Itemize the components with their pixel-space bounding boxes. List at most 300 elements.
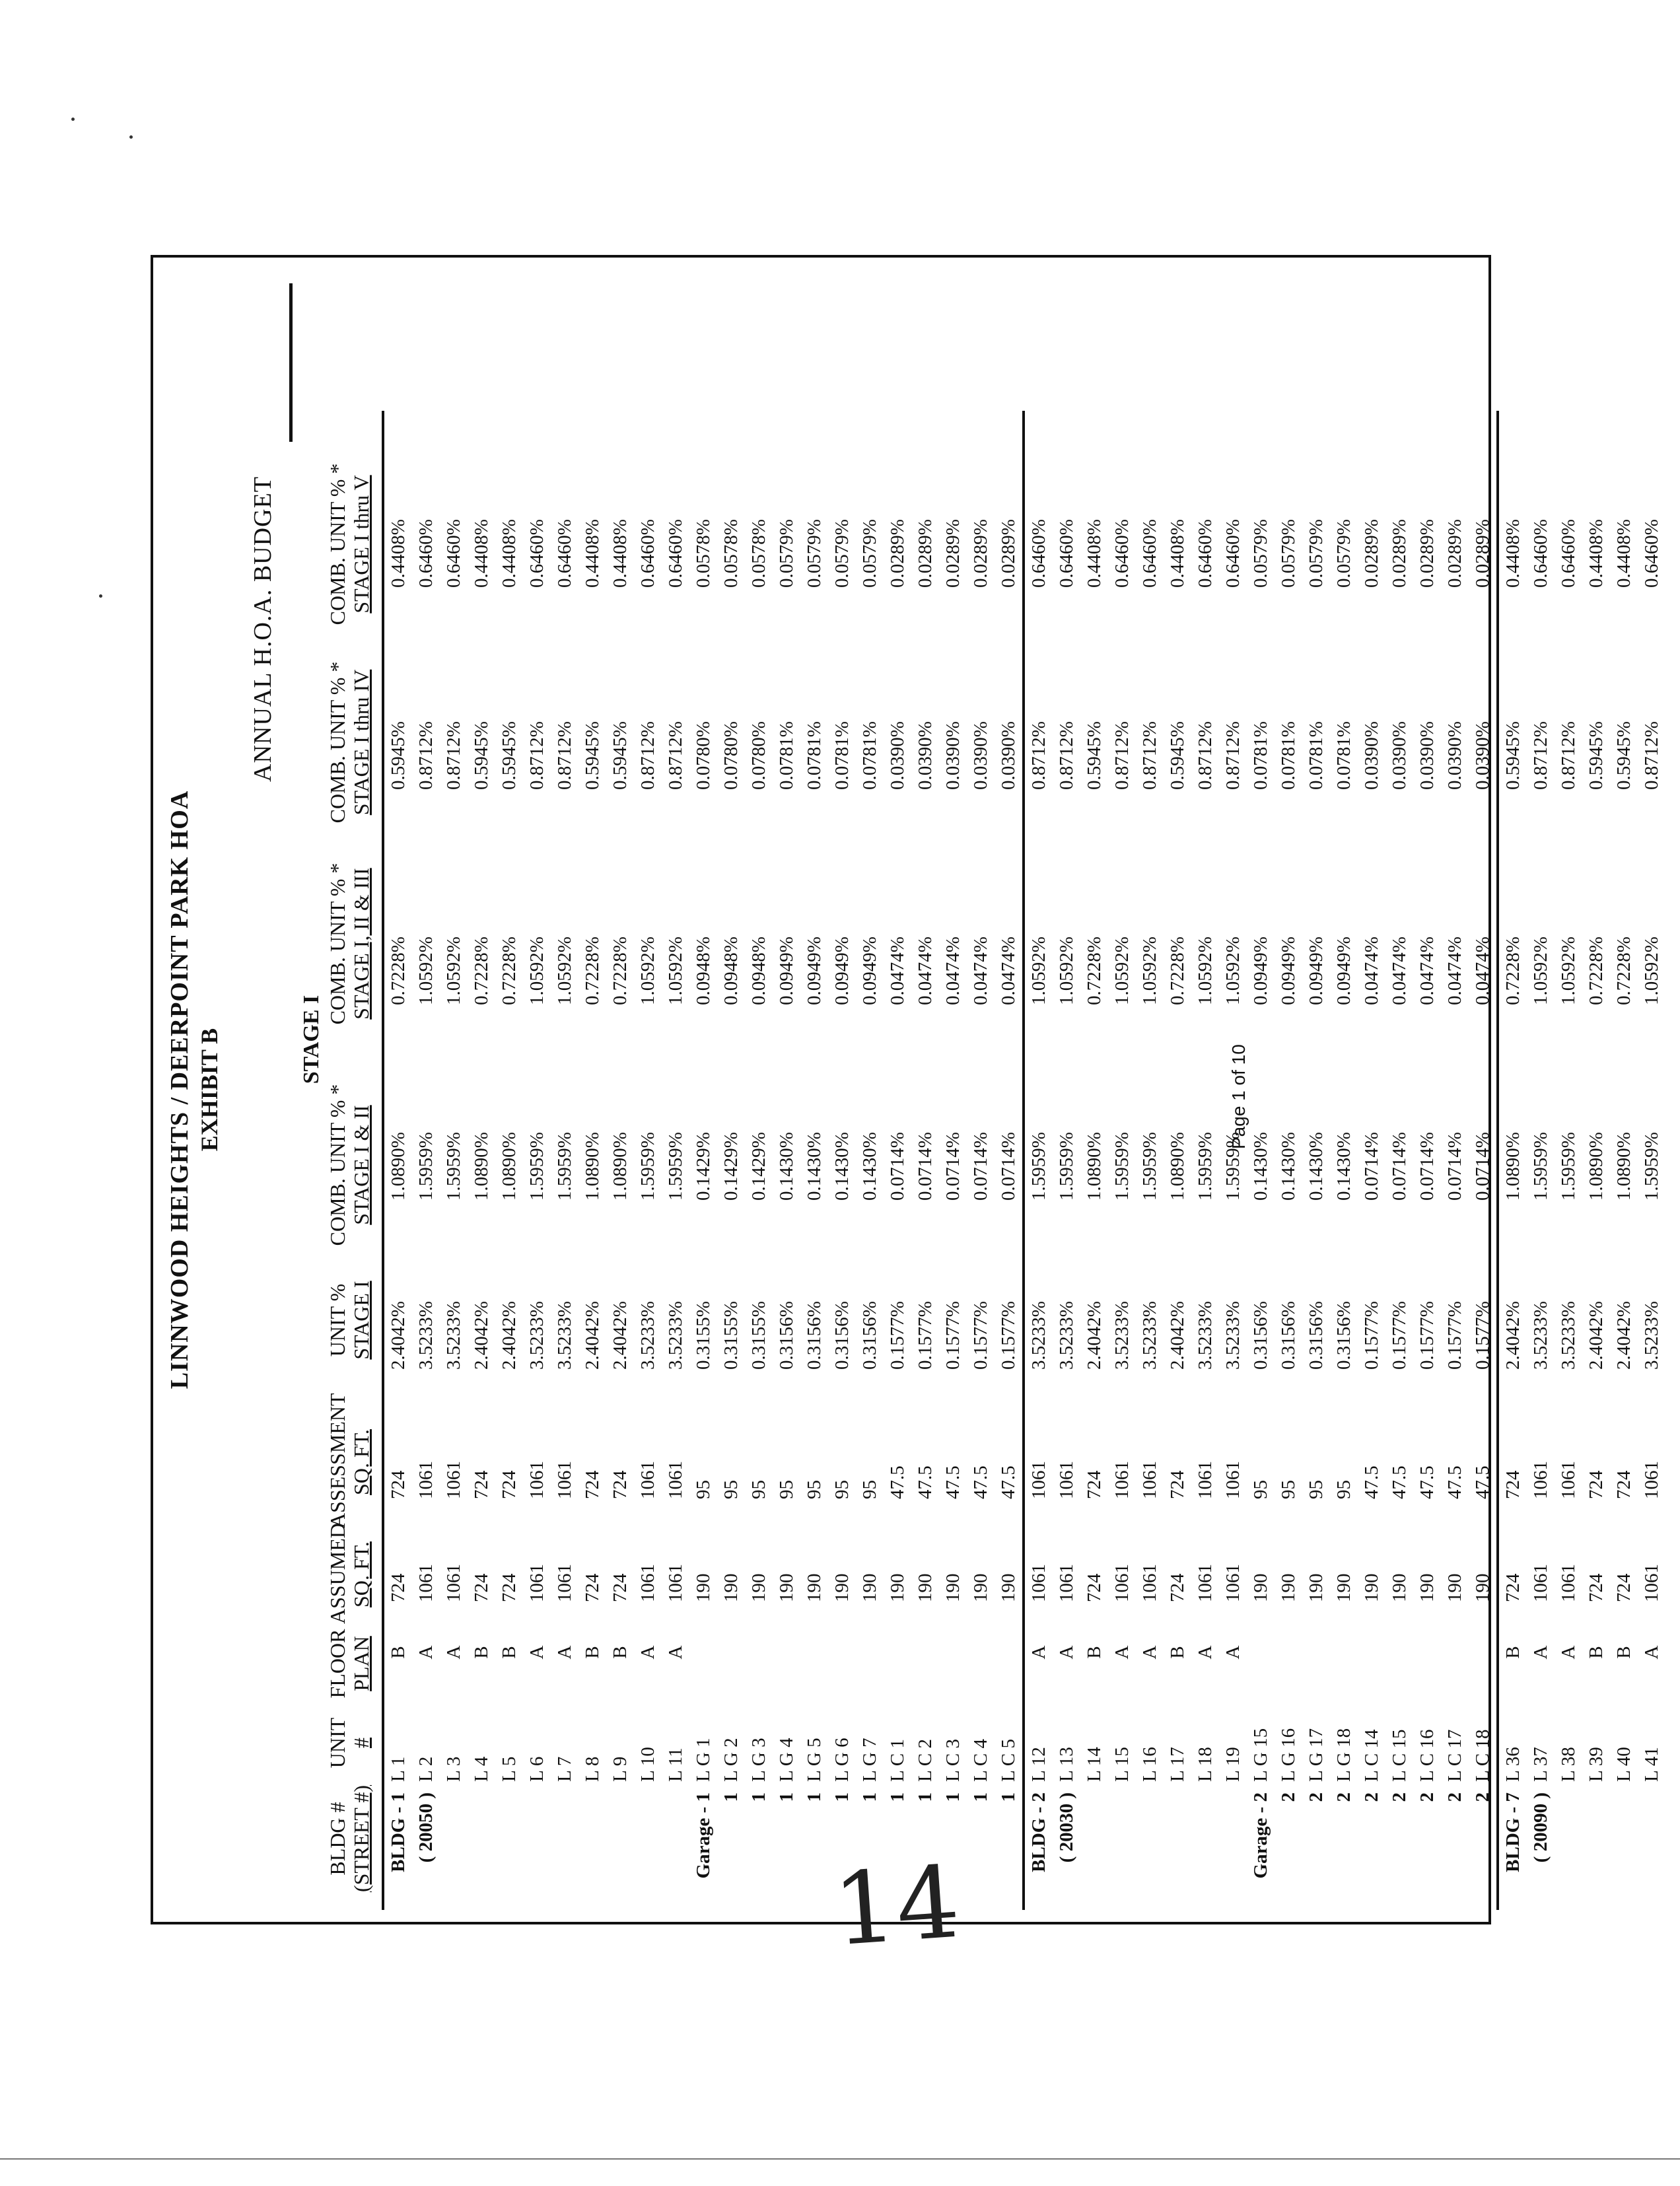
table-cell: 0.0390% bbox=[1360, 721, 1382, 790]
table-cell: 0.0714% bbox=[1444, 1132, 1465, 1201]
table-cell: 0.8712% bbox=[664, 721, 686, 790]
table-row bbox=[1080, 411, 1108, 1910]
table-cell: 724 bbox=[1498, 1504, 1527, 1607]
table-row bbox=[995, 411, 1024, 1910]
table-cell: Garage - 2 bbox=[1249, 1792, 1271, 1879]
table-cell: 0.3156% bbox=[1333, 1301, 1354, 1370]
table-cell: 0.0714% bbox=[1471, 1132, 1493, 1201]
table-cell bbox=[745, 1607, 773, 1697]
table-row bbox=[1302, 411, 1330, 1910]
table-row bbox=[523, 411, 551, 1910]
table-cell: 95 bbox=[748, 1480, 769, 1499]
table-cell: 0.0474% bbox=[969, 936, 991, 1005]
table-cell: 190 bbox=[914, 1573, 936, 1602]
table-cell: 47.5 bbox=[1388, 1465, 1410, 1499]
table-cell: L C 17 bbox=[1444, 1729, 1465, 1782]
table-cell: 1061 bbox=[1111, 1564, 1133, 1602]
table-cell: L 36 bbox=[1498, 1697, 1527, 1787]
table-cell: 0.1577% bbox=[969, 1301, 991, 1370]
table-cell: 47.5 bbox=[1416, 1465, 1438, 1499]
table-cell: 0.8712% bbox=[526, 721, 547, 790]
table-cell: 0.0390% bbox=[969, 721, 991, 790]
table-cell: L 40 bbox=[1613, 1747, 1634, 1782]
table-cell: ( 20050 ) bbox=[415, 1792, 437, 1863]
table-cell: 0.5945% bbox=[1498, 593, 1527, 795]
table-cell: 0.8712% bbox=[637, 721, 658, 790]
column-header-line: FLOOR bbox=[326, 1629, 349, 1699]
column-header bbox=[326, 835, 373, 1053]
table-row bbox=[967, 411, 995, 1910]
table-cell: 0.0579% bbox=[858, 519, 880, 588]
table-cell: 1061 bbox=[415, 1564, 437, 1602]
table-cell bbox=[1582, 1787, 1610, 1910]
table-row bbox=[551, 411, 578, 1910]
table-cell: 0.5945% bbox=[1585, 721, 1607, 790]
table-cell: 1061 bbox=[664, 1461, 686, 1499]
table-cell: 2.4042% bbox=[1613, 1301, 1634, 1370]
table-cell: 0.0390% bbox=[1388, 721, 1410, 790]
table-cell bbox=[967, 1607, 995, 1697]
table-cell: 0.0949% bbox=[858, 936, 880, 1005]
table-cell bbox=[606, 1787, 634, 1910]
table-cell: 0.8712% bbox=[415, 721, 437, 790]
table-cell: 2.4042% bbox=[1498, 1206, 1527, 1375]
table-cell: 0.1430% bbox=[775, 1132, 797, 1201]
table-cell: 0.7228% bbox=[1585, 936, 1607, 1005]
table-cell bbox=[1441, 1607, 1469, 1697]
table-row bbox=[606, 411, 634, 1910]
table-row bbox=[828, 411, 856, 1910]
table-cell: L G 5 bbox=[803, 1738, 825, 1782]
table-cell: 724 bbox=[1613, 1470, 1634, 1499]
table-cell: 0.0579% bbox=[1277, 519, 1299, 588]
table-cell: 2.4042% bbox=[1083, 1301, 1105, 1370]
table-cell: B bbox=[1166, 1646, 1188, 1659]
table-cell: 0.4408% bbox=[498, 519, 520, 588]
table-cell: 0.1577% bbox=[997, 1301, 1019, 1370]
table-cell: 0.0579% bbox=[1333, 519, 1354, 588]
table-cell: 1.5959% bbox=[1138, 1132, 1160, 1201]
table-cell: 95 bbox=[858, 1480, 880, 1499]
scan-speck bbox=[71, 118, 75, 121]
table-cell: 0.0474% bbox=[1388, 936, 1410, 1005]
table-row bbox=[1555, 411, 1582, 1910]
table-cell: L 7 bbox=[553, 1756, 575, 1782]
table-cell: 724 bbox=[609, 1470, 631, 1499]
table-cell: 0.1577% bbox=[1471, 1301, 1493, 1370]
table-cell: 0.0781% bbox=[831, 721, 853, 790]
table-row bbox=[1358, 411, 1385, 1910]
table-cell: 0.6460% bbox=[1055, 519, 1077, 588]
table-cell: 0.1429% bbox=[720, 1132, 742, 1201]
column-header-line: SQ. FT. bbox=[349, 1429, 373, 1495]
table-cell: 0.8712% bbox=[553, 721, 575, 790]
table-cell: L C 15 bbox=[1388, 1729, 1410, 1782]
table-cell: 0.8712% bbox=[442, 721, 464, 790]
table-cell: 47.5 bbox=[1360, 1465, 1382, 1499]
table-cell bbox=[1413, 1607, 1441, 1697]
table-cell bbox=[1080, 1787, 1108, 1910]
table-cell: 724 bbox=[609, 1573, 631, 1602]
table-cell: 0.0714% bbox=[997, 1132, 1019, 1201]
table-cell: 1061 bbox=[1138, 1564, 1160, 1602]
table-cell: 190 bbox=[1471, 1573, 1493, 1602]
table-cell: 190 bbox=[692, 1573, 714, 1602]
table-cell: 0.1577% bbox=[1444, 1301, 1465, 1370]
table-row bbox=[1191, 411, 1219, 1910]
table-cell: 0.0781% bbox=[775, 721, 797, 790]
table-cell: 0.1577% bbox=[914, 1301, 936, 1370]
table-cell: 0.0390% bbox=[1416, 721, 1438, 790]
table-cell: 0.0780% bbox=[748, 721, 769, 790]
table-row bbox=[1441, 411, 1469, 1910]
table-cell: 724 bbox=[498, 1470, 520, 1499]
table-cell: 0.0578% bbox=[720, 519, 742, 588]
table-cell: A bbox=[1557, 1645, 1579, 1660]
table-cell: L C 4 bbox=[969, 1739, 991, 1782]
table-cell: 190 bbox=[748, 1573, 769, 1602]
table-cell: 0.0781% bbox=[858, 721, 880, 790]
table-cell: L C 3 bbox=[942, 1739, 963, 1782]
table-cell: 0.5945% bbox=[581, 721, 603, 790]
table-cell: 0.0948% bbox=[692, 936, 714, 1005]
table-cell: 2.4042% bbox=[383, 1206, 412, 1375]
table-cell: 1061 bbox=[637, 1564, 658, 1602]
table-cell: A bbox=[442, 1645, 464, 1660]
table-cell: 1.0890% bbox=[1498, 1010, 1527, 1206]
table-cell: 95 bbox=[831, 1480, 853, 1499]
table-cell: 0.8712% bbox=[1055, 721, 1077, 790]
table-cell: 0.0714% bbox=[942, 1132, 963, 1201]
column-header-line: COMB. UNIT % * bbox=[326, 661, 349, 824]
table-cell: 0.6460% bbox=[1640, 519, 1662, 588]
table-cell: 1 bbox=[831, 1792, 853, 1802]
table-cell: 0.0289% bbox=[1444, 519, 1465, 588]
table-cell bbox=[689, 1607, 717, 1697]
table-cell: 0.1430% bbox=[831, 1132, 853, 1201]
table-cell: 95 bbox=[1305, 1480, 1327, 1499]
table-cell: 1061 bbox=[1194, 1564, 1216, 1602]
table-cell: 1 bbox=[720, 1792, 742, 1802]
table-row bbox=[1330, 411, 1358, 1910]
table-cell: 0.0474% bbox=[1471, 936, 1493, 1005]
table-cell: L 11 bbox=[664, 1747, 686, 1782]
table-cell: 0.1577% bbox=[1360, 1301, 1382, 1370]
table-cell: 1.5959% bbox=[1111, 1132, 1133, 1201]
table-cell bbox=[1164, 1787, 1191, 1910]
table-cell: 1.0592% bbox=[415, 936, 437, 1005]
table-cell: L 4 bbox=[470, 1756, 492, 1782]
table-cell: 724 bbox=[581, 1573, 603, 1602]
table-cell: L 37 bbox=[1529, 1747, 1551, 1782]
table-cell: 1061 bbox=[553, 1564, 575, 1602]
table-row bbox=[634, 411, 662, 1910]
table-cell bbox=[1610, 1787, 1638, 1910]
table-cell: A bbox=[415, 1645, 437, 1660]
table-cell: 0.0579% bbox=[831, 519, 853, 588]
table-cell: L C 1 bbox=[886, 1739, 908, 1782]
table-cell bbox=[1191, 1787, 1219, 1910]
table-cell bbox=[1385, 1607, 1413, 1697]
table-cell bbox=[884, 1607, 911, 1697]
table-cell: 0.0390% bbox=[914, 721, 936, 790]
table-cell: 724 bbox=[383, 1504, 412, 1607]
column-header bbox=[326, 1066, 373, 1264]
table-row bbox=[1527, 411, 1555, 1910]
table-cell: 1 bbox=[886, 1792, 908, 1802]
table-cell: 0.1577% bbox=[886, 1301, 908, 1370]
table-cell: 0.8712% bbox=[1024, 593, 1053, 795]
table-row bbox=[1247, 411, 1275, 1910]
table-cell: 0.6460% bbox=[1194, 519, 1216, 588]
table-cell: 0.6460% bbox=[1024, 411, 1053, 593]
table-row bbox=[911, 411, 939, 1910]
table-cell: 1.0890% bbox=[470, 1132, 492, 1201]
column-header bbox=[326, 1525, 373, 1624]
table-cell bbox=[1108, 1787, 1136, 1910]
table-cell: L G 3 bbox=[748, 1738, 769, 1782]
table-cell: L 39 bbox=[1585, 1747, 1607, 1782]
table-cell: 0.8712% bbox=[1529, 721, 1551, 790]
table-cell: B bbox=[383, 1607, 412, 1697]
table-cell bbox=[1302, 1607, 1330, 1697]
table-cell: 0.0390% bbox=[997, 721, 1019, 790]
table-cell: 1.0890% bbox=[1585, 1132, 1607, 1201]
table-cell: 0.0781% bbox=[1249, 721, 1271, 790]
table-cell: L 6 bbox=[526, 1756, 547, 1782]
table-cell: 0.3156% bbox=[1249, 1301, 1271, 1370]
table-cell: 95 bbox=[692, 1480, 714, 1499]
table-cell: 2 bbox=[1388, 1792, 1410, 1802]
table-row bbox=[939, 411, 967, 1910]
page-number: Page 1 of 10 bbox=[1228, 1044, 1249, 1149]
table-cell: L C 18 bbox=[1471, 1729, 1493, 1782]
table-cell: 3.5233% bbox=[1529, 1301, 1551, 1370]
table-cell: 0.5945% bbox=[470, 721, 492, 790]
table-cell bbox=[1247, 1607, 1275, 1697]
table-cell: 0.0289% bbox=[997, 519, 1019, 588]
table-cell: 2.4042% bbox=[581, 1301, 603, 1370]
table-cell: 1.5959% bbox=[415, 1132, 437, 1201]
table-cell: B bbox=[581, 1646, 603, 1659]
table-cell: BLDG - 2 bbox=[1024, 1787, 1053, 1910]
column-header-line: STAGE I thru IV bbox=[349, 669, 373, 816]
table-cell: 0.0714% bbox=[969, 1132, 991, 1201]
table-cell: L G 2 bbox=[720, 1738, 742, 1782]
table-cell: L 18 bbox=[1194, 1747, 1216, 1782]
table-cell: 190 bbox=[1277, 1573, 1299, 1602]
table-cell: 1.0592% bbox=[553, 936, 575, 1005]
table-row bbox=[800, 411, 828, 1910]
table-cell: L 12 bbox=[1024, 1697, 1053, 1787]
table-cell: 47.5 bbox=[1471, 1465, 1493, 1499]
table-cell: 0.0714% bbox=[1360, 1132, 1382, 1201]
table-cell: 724 bbox=[470, 1573, 492, 1602]
table-cell: 1061 bbox=[1055, 1461, 1077, 1499]
table-row bbox=[1108, 411, 1136, 1910]
table-cell: 0.0390% bbox=[942, 721, 963, 790]
table-cell: 0.7228% bbox=[609, 936, 631, 1005]
table-cell: A bbox=[1055, 1645, 1077, 1660]
divider-line bbox=[289, 283, 293, 442]
column-header bbox=[326, 445, 373, 643]
table-cell: 95 bbox=[803, 1480, 825, 1499]
table-cell: 3.5233% bbox=[1024, 1206, 1053, 1375]
table-cell: L 15 bbox=[1111, 1747, 1133, 1782]
table-cell bbox=[828, 1607, 856, 1697]
table-cell bbox=[468, 1787, 495, 1910]
table-cell: A bbox=[1194, 1645, 1216, 1660]
table-cell: A bbox=[1138, 1645, 1160, 1660]
table-cell: L G 18 bbox=[1333, 1728, 1354, 1782]
table-cell: L 10 bbox=[637, 1747, 658, 1782]
table-cell: 0.7228% bbox=[581, 936, 603, 1005]
table-cell: 2 bbox=[1277, 1792, 1299, 1802]
table-cell: L G 6 bbox=[831, 1738, 853, 1782]
table-cell: 0.0289% bbox=[886, 519, 908, 588]
table-cell: 0.0579% bbox=[1305, 519, 1327, 588]
table-row bbox=[662, 411, 689, 1910]
table-cell: 2.4042% bbox=[609, 1301, 631, 1370]
table-cell: 0.0714% bbox=[1388, 1132, 1410, 1201]
table-cell: 1.5959% bbox=[442, 1132, 464, 1201]
table-cell: 190 bbox=[831, 1573, 853, 1602]
table-row bbox=[1385, 411, 1413, 1910]
table-cell: 3.5233% bbox=[637, 1301, 658, 1370]
table-cell: B bbox=[609, 1646, 631, 1659]
table-cell: L G 15 bbox=[1249, 1728, 1271, 1782]
table-cell: 190 bbox=[1388, 1573, 1410, 1602]
table-cell: 0.0289% bbox=[1471, 519, 1493, 588]
table-cell bbox=[578, 1787, 606, 1910]
table-cell: L G 16 bbox=[1277, 1728, 1299, 1782]
table-row bbox=[1219, 411, 1247, 1910]
table-cell: 0.7228% bbox=[1613, 936, 1634, 1005]
column-header bbox=[326, 1773, 373, 1905]
table-cell: 0.1430% bbox=[1305, 1132, 1327, 1201]
table-row bbox=[856, 411, 884, 1910]
table-cell: 3.5233% bbox=[1557, 1301, 1579, 1370]
column-header-line: STAGE I thru V bbox=[349, 475, 373, 614]
table-cell: 1.0592% bbox=[1024, 795, 1053, 1010]
table-cell: 0.1430% bbox=[1249, 1132, 1271, 1201]
table-cell bbox=[939, 1607, 967, 1697]
table-cell: L G 1 bbox=[692, 1738, 714, 1782]
table-cell: 0.0474% bbox=[997, 936, 1019, 1005]
table-row bbox=[1582, 411, 1610, 1910]
table-cell: 0.4408% bbox=[1613, 519, 1634, 588]
table-cell: 1.0890% bbox=[498, 1132, 520, 1201]
table-cell: 1.5959% bbox=[1557, 1132, 1579, 1201]
table-cell: 1.5959% bbox=[1024, 1010, 1053, 1206]
scan-speck bbox=[99, 594, 102, 598]
table-cell: 0.8712% bbox=[1194, 721, 1216, 790]
table-cell: 724 bbox=[1083, 1470, 1105, 1499]
table-cell: ( 20090 ) bbox=[1529, 1792, 1551, 1863]
table-cell: L G 17 bbox=[1305, 1728, 1327, 1782]
column-header bbox=[326, 643, 373, 841]
table-cell: 724 bbox=[470, 1470, 492, 1499]
table-cell: 0.3156% bbox=[1305, 1301, 1327, 1370]
table-cell: 0.0948% bbox=[720, 936, 742, 1005]
table-cell: 0.3155% bbox=[720, 1301, 742, 1370]
page-title: LINNWOOD HEIGHTS / DEERPOINT PARK HOA bbox=[166, 790, 193, 1390]
table-cell: 1.0592% bbox=[526, 936, 547, 1005]
table-cell: A bbox=[553, 1645, 575, 1660]
table-row bbox=[1498, 411, 1527, 1910]
table-cell: 1061 bbox=[526, 1564, 547, 1602]
table-cell bbox=[995, 1607, 1024, 1697]
table-row bbox=[773, 411, 800, 1910]
table-cell: 1.5959% bbox=[1055, 1132, 1077, 1201]
table-cell: 1061 bbox=[1529, 1564, 1551, 1602]
table-cell bbox=[662, 1787, 689, 1910]
table-cell: 0.4408% bbox=[1498, 411, 1527, 593]
table-cell bbox=[1136, 1787, 1164, 1910]
table-cell: 0.0714% bbox=[886, 1132, 908, 1201]
table-cell: 1061 bbox=[1557, 1564, 1579, 1602]
table-cell: L 9 bbox=[609, 1756, 631, 1782]
table-cell: 1 bbox=[997, 1792, 1019, 1802]
table-cell: 0.0474% bbox=[1444, 936, 1465, 1005]
table-cell: 0.0949% bbox=[1249, 936, 1271, 1005]
table-row bbox=[1053, 411, 1080, 1910]
table-cell: 0.4408% bbox=[609, 519, 631, 588]
table-row bbox=[1610, 411, 1638, 1910]
table-cell: 0.7228% bbox=[1498, 795, 1527, 1010]
table-row bbox=[1413, 411, 1441, 1910]
table-cell: L G 4 bbox=[775, 1738, 797, 1782]
table-cell: 0.0780% bbox=[720, 721, 742, 790]
column-header-line: COMB. UNIT % * bbox=[326, 863, 349, 1025]
table-cell: 95 bbox=[775, 1480, 797, 1499]
table-cell: 0.3156% bbox=[775, 1301, 797, 1370]
table-cell: 1.5959% bbox=[526, 1132, 547, 1201]
table-cell: 0.0289% bbox=[969, 519, 991, 588]
table-cell: 1061 bbox=[1024, 1375, 1053, 1504]
table-cell: 0.6460% bbox=[1111, 519, 1133, 588]
table-cell: 3.5233% bbox=[553, 1301, 575, 1370]
table-cell: 47.5 bbox=[942, 1465, 963, 1499]
table-cell: 724 bbox=[1166, 1470, 1188, 1499]
table-cell: 190 bbox=[1416, 1573, 1438, 1602]
table-cell: 1.5959% bbox=[553, 1132, 575, 1201]
table-cell: 190 bbox=[1249, 1573, 1271, 1602]
table-cell: 1061 bbox=[1640, 1461, 1662, 1499]
table-cell: 1061 bbox=[442, 1461, 464, 1499]
rotated-page-content bbox=[151, 255, 1662, 1924]
table-cell: 724 bbox=[383, 1375, 412, 1504]
table-cell: 190 bbox=[775, 1573, 797, 1602]
table-cell: 1.0592% bbox=[1529, 936, 1551, 1005]
column-header-line: (STREET #) bbox=[349, 1784, 373, 1893]
table-cell: 1.5959% bbox=[1222, 1132, 1243, 1201]
table-cell: A bbox=[1024, 1607, 1053, 1697]
table-cell: 0.0714% bbox=[1416, 1132, 1438, 1201]
table-cell: 724 bbox=[498, 1573, 520, 1602]
table-cell: 0.1577% bbox=[942, 1301, 963, 1370]
table-cell: 0.8712% bbox=[1138, 721, 1160, 790]
table-cell: 0.6460% bbox=[1557, 519, 1579, 588]
table-cell: B bbox=[1083, 1646, 1105, 1659]
table-row bbox=[578, 411, 606, 1910]
table-row bbox=[745, 411, 773, 1910]
table-cell: 0.0289% bbox=[1360, 519, 1382, 588]
column-header-line: STAGE I & II bbox=[349, 1105, 373, 1225]
table-cell: 0.7228% bbox=[1083, 936, 1105, 1005]
table-cell: 0.1429% bbox=[692, 1132, 714, 1201]
table-cell: L 2 bbox=[415, 1756, 437, 1782]
